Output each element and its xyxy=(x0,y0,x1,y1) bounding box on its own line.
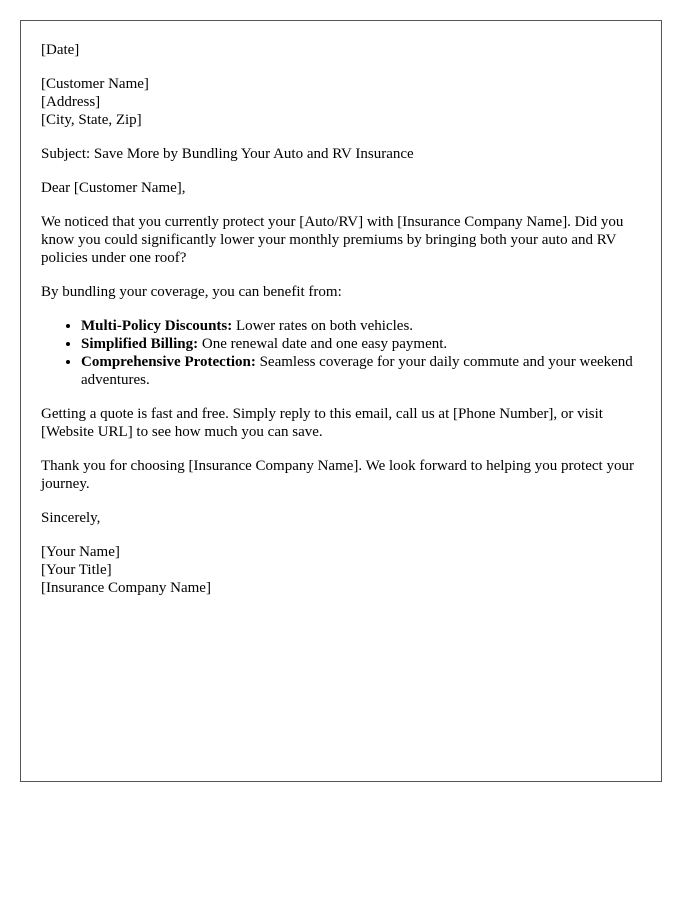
signature-block xyxy=(41,543,641,597)
list-item xyxy=(81,353,641,389)
thanks-paragraph: Thank you for choosing [Insurance Company Name]. We look forward to helping you protect your journey. xyxy=(41,458,634,492)
benefit-title: Simplified Billing: xyxy=(81,336,199,352)
recipient-address: [Address] xyxy=(41,94,101,110)
letter-page xyxy=(20,20,662,782)
letter-date: [Date] xyxy=(41,42,80,58)
benefits-list xyxy=(41,317,641,389)
recipient-name: [Customer Name] xyxy=(41,76,149,92)
list-item xyxy=(81,317,641,335)
benefit-title: Comprehensive Protection: xyxy=(81,354,256,370)
signature-title: [Your Title] xyxy=(41,562,112,578)
letter-closing: Sincerely, xyxy=(41,510,101,526)
list-item xyxy=(81,335,641,353)
benefit-text: One renewal date and one easy payment. xyxy=(198,336,448,352)
recipient-address-block xyxy=(41,75,641,129)
benefit-text: Seamless coverage for your daily commute and your weekend adventures. xyxy=(81,354,633,388)
letter-greeting: Dear [Customer Name], xyxy=(41,180,186,196)
benefits-intro: By bundling your coverage, you can benefit from: xyxy=(41,284,342,300)
recipient-city-state-zip: [City, State, Zip] xyxy=(41,112,142,128)
quote-paragraph: Getting a quote is fast and free. Simply reply to this email, call us at [Phone Number], or visit [Website URL] to see how much you can save. xyxy=(41,406,603,440)
benefit-title: Multi-Policy Discounts: xyxy=(81,318,233,334)
letter-subject: Subject: Save More by Bundling Your Auto and RV Insurance xyxy=(41,146,414,162)
benefit-text: Lower rates on both vehicles. xyxy=(232,318,414,334)
signature-company: [Insurance Company Name] xyxy=(41,580,211,596)
signature-name: [Your Name] xyxy=(41,544,120,560)
letter-intro-paragraph: We noticed that you currently protect your [Auto/RV] with [Insurance Company Name]. Did you know you could significantly lower your monthly premiums by bringing both your auto and RV policies under one roof? xyxy=(41,214,624,266)
